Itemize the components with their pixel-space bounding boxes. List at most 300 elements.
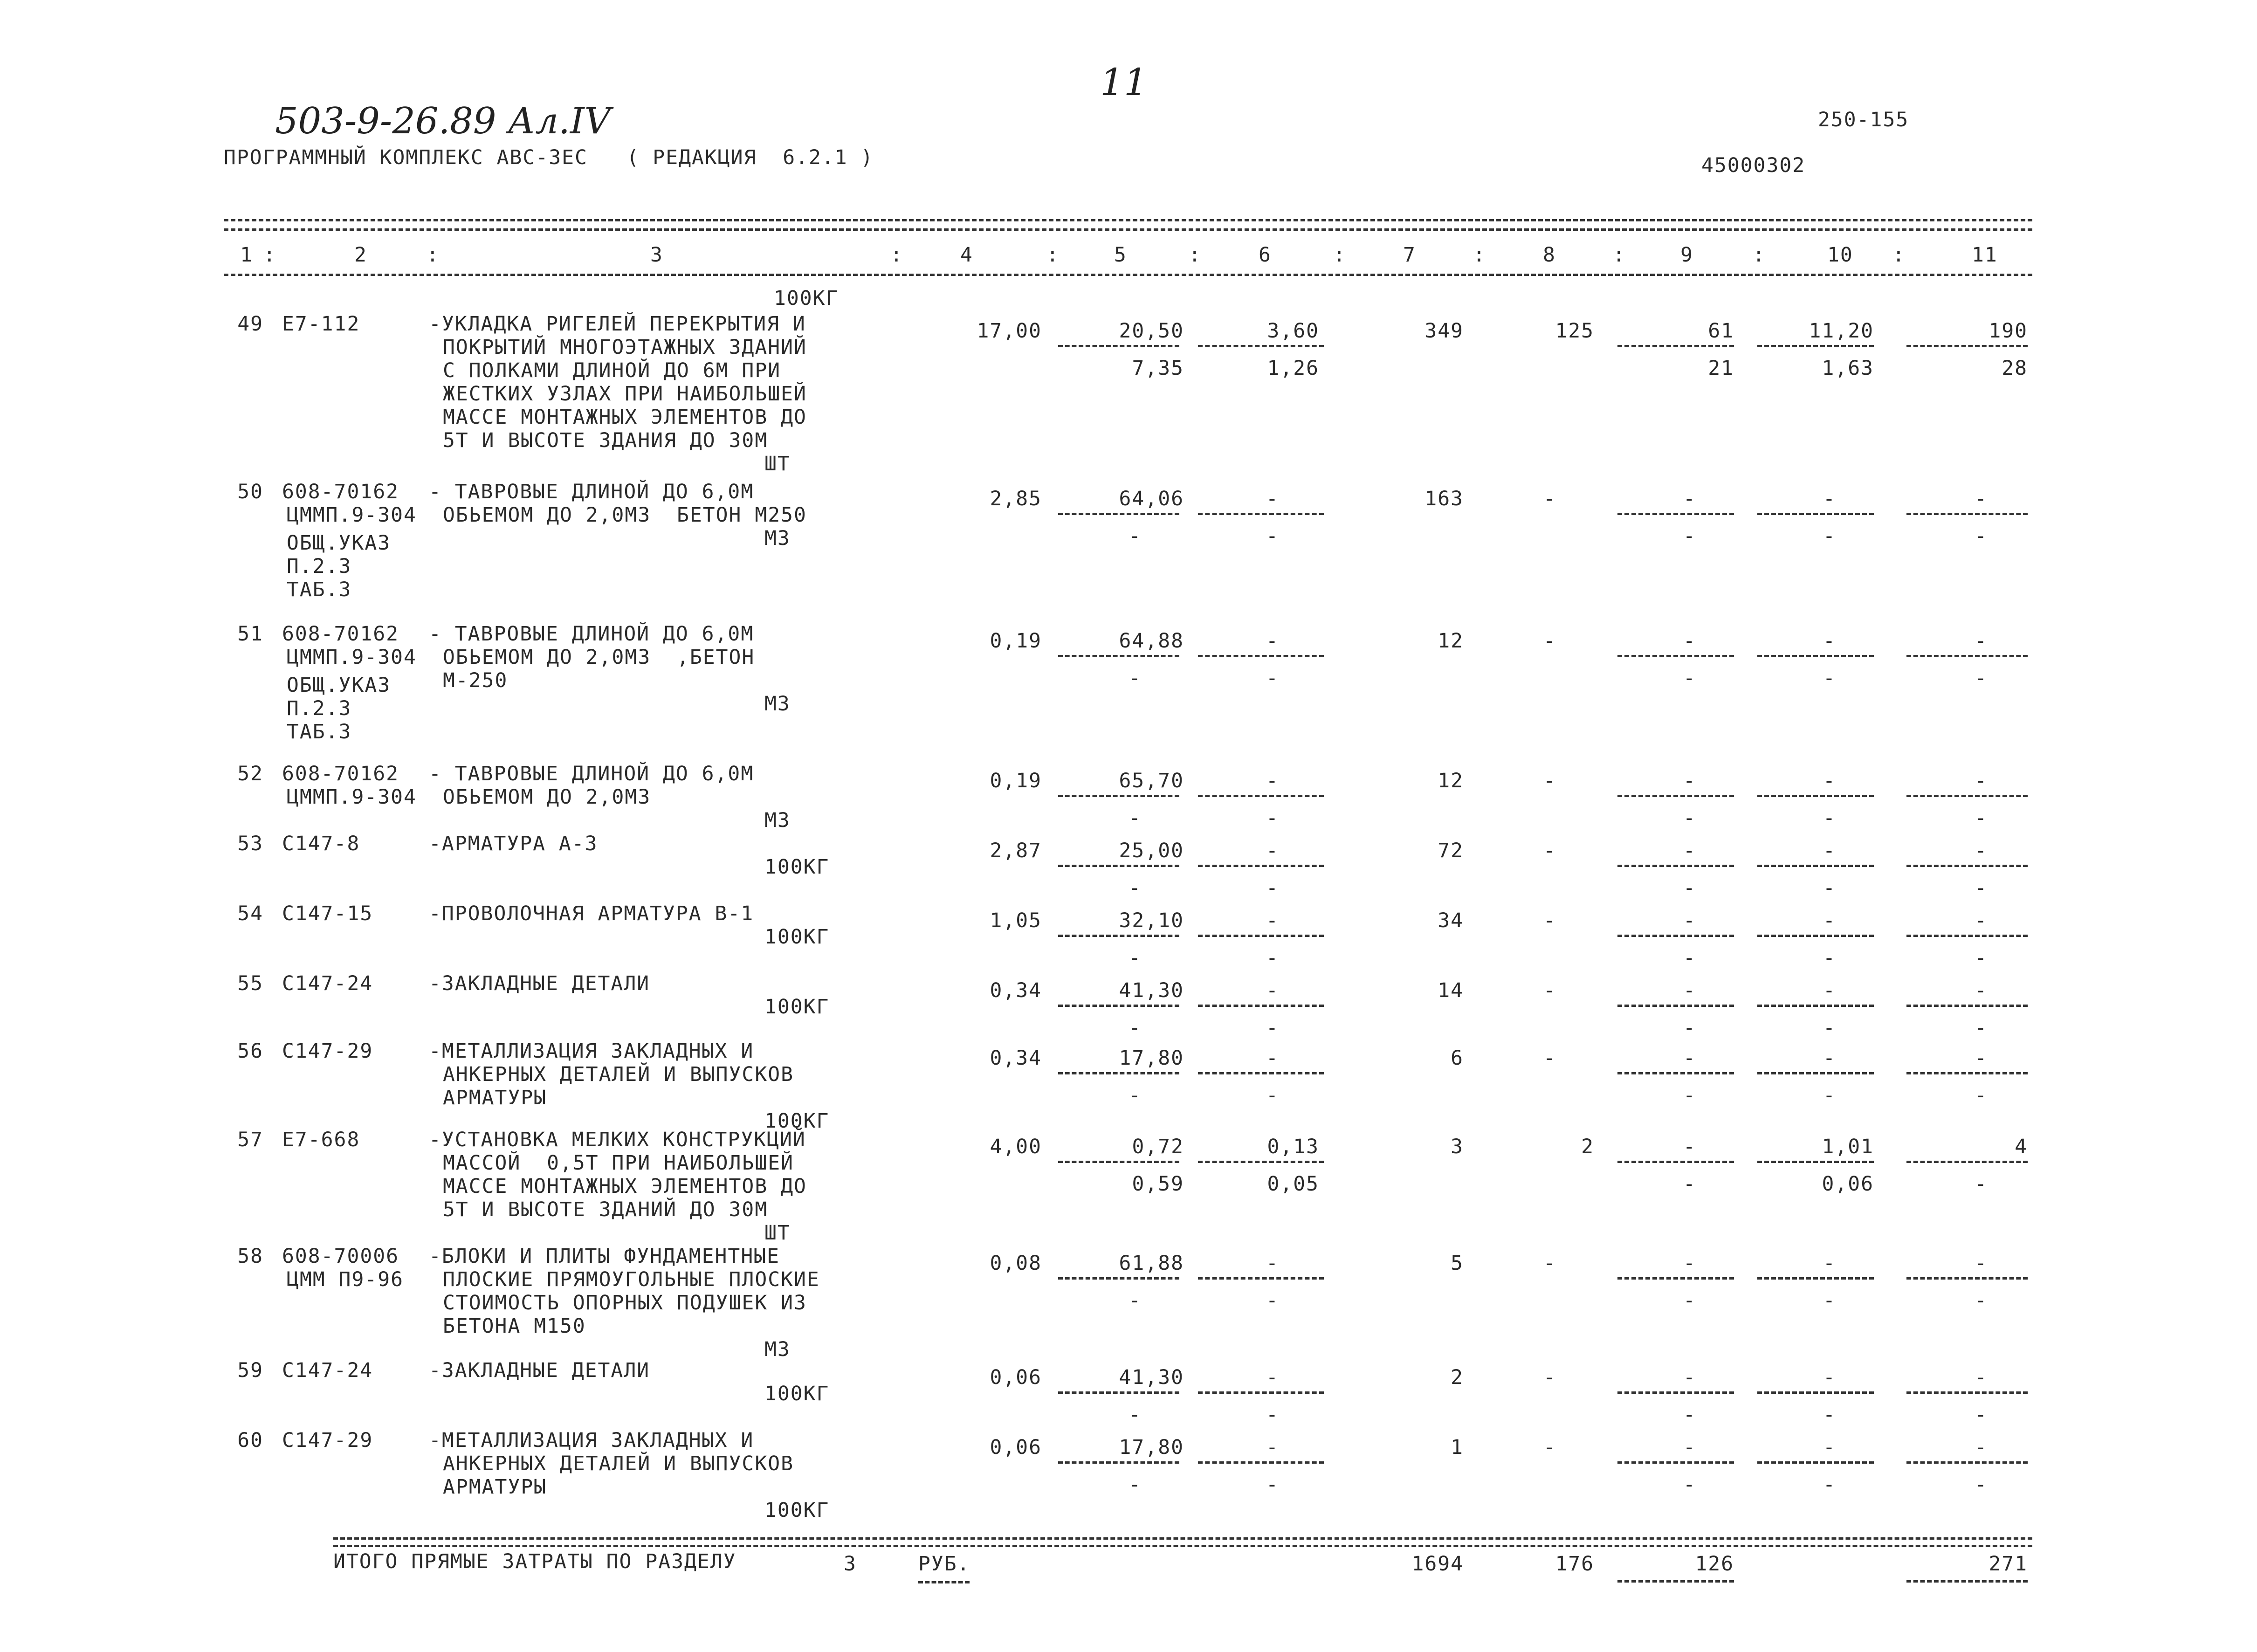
cell-c4: 2,87 — [990, 839, 1042, 862]
cell-c10: - — [1823, 1046, 1836, 1070]
cell-c10: 1,01 — [1822, 1135, 1874, 1158]
document-number: 45000302 — [1701, 154, 1806, 177]
cell-c10b: - — [1823, 1403, 1836, 1426]
column-header-10: 10 — [1827, 243, 1853, 267]
cell-c9: - — [1683, 1252, 1696, 1275]
cell-underline — [1058, 655, 1179, 657]
row-unit: 100КГ — [764, 1499, 830, 1522]
cell-c6b: - — [1266, 876, 1279, 900]
cell-c11: - — [1975, 1366, 1988, 1389]
row-unit: 100КГ — [764, 855, 830, 879]
row-description: -БЛОКИ И ПЛИТЫ ФУНДАМЕНТНЫЕ — [429, 1245, 780, 1268]
row-code: 608-70006 — [282, 1245, 399, 1268]
row-description: -ЗАКЛАДНЫЕ ДЕТАЛИ — [429, 972, 650, 995]
row-description: ОБЬЕМОМ ДО 2,0М3 ,БЕТОН — [443, 646, 755, 669]
cell-underline — [1757, 513, 1874, 515]
cell-c11b: - — [1975, 667, 1988, 690]
cell-c10: - — [1823, 1436, 1836, 1459]
cell-c8: - — [1543, 1436, 1556, 1459]
cell-c9b: - — [1683, 1084, 1696, 1107]
row-unit: ШТ — [764, 1221, 791, 1245]
row-description: М-250 — [443, 669, 508, 692]
cell-c8: - — [1543, 839, 1556, 862]
cell-c7: 12 — [1438, 629, 1464, 653]
cell-c9: - — [1683, 1366, 1696, 1389]
cell-underline — [1617, 1072, 1734, 1074]
cell-c5: 64,88 — [1119, 629, 1184, 653]
cell-underline — [1198, 1072, 1324, 1074]
cell-c8: - — [1543, 979, 1556, 1002]
cell-c9b: 21 — [1708, 357, 1734, 380]
row-description: АНКЕРНЫХ ДЕТАЛЕЙ И ВЫПУСКОВ — [443, 1452, 794, 1475]
cell-c6: - — [1266, 1252, 1279, 1275]
total-col11: 271 — [1989, 1552, 2028, 1576]
row-description: С ПОЛКАМИ ДЛИНОЙ ДО 6М ПРИ — [443, 359, 781, 382]
cell-c11: - — [1975, 839, 1988, 862]
cell-c10: - — [1823, 769, 1836, 792]
cell-c11b: - — [1975, 1016, 1988, 1039]
cell-c5: 41,30 — [1119, 1366, 1184, 1389]
cell-c10b: - — [1823, 1473, 1836, 1496]
cell-c5b: - — [1128, 1403, 1142, 1426]
cell-underline — [1198, 1391, 1324, 1394]
cell-underline — [1617, 935, 1734, 937]
cell-c9b: - — [1683, 1473, 1696, 1496]
column-separator: : — [1473, 243, 1486, 267]
column-header-4: 4 — [960, 243, 973, 267]
cell-c7: 3 — [1451, 1135, 1464, 1158]
cell-underline — [1906, 865, 2028, 867]
cell-underline — [1058, 935, 1179, 937]
cell-underline — [1617, 1461, 1734, 1464]
cell-c10: 11,20 — [1809, 319, 1874, 343]
row-description: -ПРОВОЛОЧНАЯ АРМАТУРА В-1 — [429, 902, 754, 925]
cell-underline — [1058, 1277, 1179, 1280]
cell-c6: - — [1266, 1366, 1279, 1389]
cell-c5b: - — [1128, 946, 1142, 970]
cell-underline — [1757, 655, 1874, 657]
cell-c9b: - — [1683, 806, 1696, 830]
cell-underline — [1757, 1461, 1874, 1464]
cell-c11b: - — [1975, 1084, 1988, 1107]
cell-c10: - — [1823, 629, 1836, 653]
cell-c8: - — [1543, 909, 1556, 932]
cell-c4: 0,19 — [990, 629, 1042, 653]
total-rule-2 — [333, 1545, 2032, 1547]
column-header-7: 7 — [1403, 243, 1416, 267]
cell-c9: - — [1683, 1135, 1696, 1158]
cell-underline — [1906, 935, 2028, 937]
row-note: П.2.3 — [287, 555, 352, 578]
cell-underline — [1617, 1391, 1734, 1394]
column-separator: : — [890, 243, 903, 267]
cell-underline — [1058, 1461, 1179, 1464]
page-number: 11 — [1100, 61, 1148, 104]
cell-c11b: - — [1975, 1473, 1988, 1496]
cell-c10: - — [1823, 839, 1836, 862]
total-currency-underline — [918, 1581, 970, 1583]
column-separator: : — [1753, 243, 1766, 267]
cell-underline — [1198, 1277, 1324, 1280]
column-separator: : — [1189, 243, 1202, 267]
column-separator: : — [263, 243, 276, 267]
cell-c9: - — [1683, 1436, 1696, 1459]
cell-c4: 2,85 — [990, 487, 1042, 510]
cell-underline — [1757, 795, 1874, 797]
cell-c10b: - — [1823, 524, 1836, 548]
row-description: АРМАТУРЫ — [443, 1475, 547, 1499]
cell-c10: - — [1823, 1366, 1836, 1389]
cell-c4: 0,08 — [990, 1252, 1042, 1275]
cell-c11b: 28 — [2002, 357, 2028, 380]
cell-c9: - — [1683, 1046, 1696, 1070]
cell-c5b: - — [1128, 1084, 1142, 1107]
row-unit: 100КГ — [764, 995, 830, 1019]
cell-c5b: - — [1128, 1016, 1142, 1039]
row-description: МАССЕ МОНТАЖНЫХ ЭЛЕМЕНТОВ ДО — [443, 406, 807, 429]
cell-c10: - — [1823, 487, 1836, 510]
cell-c8: 125 — [1555, 319, 1594, 343]
cell-c4: 0,34 — [990, 979, 1042, 1002]
column-separator: : — [1046, 243, 1060, 267]
row-description: -УСТАНОВКА МЕЛКИХ КОНСТРУКЦИЙ — [429, 1128, 806, 1151]
cell-underline — [1757, 1161, 1874, 1163]
cell-c5: 32,10 — [1119, 909, 1184, 932]
row-note: ТАБ.3 — [287, 720, 352, 743]
cell-underline — [1058, 513, 1179, 515]
cell-c6: 0,13 — [1267, 1135, 1319, 1158]
cell-c9b: - — [1683, 876, 1696, 900]
cell-c4: 17,00 — [977, 319, 1042, 343]
column-header-5: 5 — [1114, 243, 1127, 267]
cell-underline — [1058, 865, 1179, 867]
cell-c8: - — [1543, 629, 1556, 653]
column-header-2: 2 — [354, 243, 367, 267]
cell-c11b: - — [1975, 946, 1988, 970]
row-number: 52 — [237, 762, 263, 785]
cell-c5: 64,06 — [1119, 487, 1184, 510]
cell-c11b: - — [1975, 524, 1988, 548]
cell-c5: 61,88 — [1119, 1252, 1184, 1275]
column-header-3: 3 — [650, 243, 663, 267]
cell-c7: 14 — [1438, 979, 1464, 1002]
cell-c8: - — [1543, 487, 1556, 510]
cell-c8: - — [1543, 1252, 1556, 1275]
cell-underline — [1757, 1391, 1874, 1394]
cell-c11: - — [1975, 979, 1988, 1002]
total-col7: 1694 — [1411, 1552, 1464, 1576]
total-currency: РУБ. — [918, 1552, 970, 1576]
cell-c11: - — [1975, 769, 1988, 792]
total-col9: 126 — [1695, 1552, 1734, 1576]
cell-c6b: - — [1266, 1403, 1279, 1426]
cell-c6: - — [1266, 1436, 1279, 1459]
program-title: ПРОГРАММНЫЙ КОМПЛЕКС АВС-3ЕС ( РЕДАКЦИЯ 6.2.1 ) — [224, 146, 874, 169]
cell-c11b: - — [1975, 806, 1988, 830]
row-number: 58 — [237, 1245, 263, 1268]
cell-c7: 349 — [1424, 319, 1464, 343]
cell-c5b: 0,59 — [1132, 1172, 1184, 1196]
cell-c9b: - — [1683, 524, 1696, 548]
row-number: 60 — [237, 1429, 263, 1452]
row-unit: 100КГ — [764, 1382, 830, 1405]
cell-underline — [1198, 1461, 1324, 1464]
cell-underline — [1757, 1005, 1874, 1007]
cell-underline — [1058, 345, 1179, 347]
cell-c6b: - — [1266, 524, 1279, 548]
cell-c11: - — [1975, 1252, 1988, 1275]
cell-c10b: 0,06 — [1822, 1172, 1874, 1196]
cell-c6: - — [1266, 629, 1279, 653]
row-code: Е7-668 — [282, 1128, 360, 1151]
cell-c6b: - — [1266, 1084, 1279, 1107]
cell-c11b: - — [1975, 1172, 1988, 1196]
cell-underline — [1906, 1005, 2028, 1007]
cell-c10b: - — [1823, 806, 1836, 830]
column-header-6: 6 — [1259, 243, 1272, 267]
cell-underline — [1906, 345, 2028, 347]
row-code: С147-8 — [282, 832, 360, 855]
cell-c10b: - — [1823, 1084, 1836, 1107]
cell-c9: - — [1683, 487, 1696, 510]
row-description: ОБЬЕМОМ ДО 2,0М3 БЕТОН М250 — [443, 503, 807, 527]
column-header-9: 9 — [1680, 243, 1693, 267]
cell-c5b: - — [1128, 667, 1142, 690]
row-description: -УКЛАДКА РИГЕЛЕЙ ПЕРЕКРЫТИЯ И — [429, 312, 806, 336]
row-code: ЦММ П9-96 — [287, 1268, 404, 1291]
cell-c6: 3,60 — [1267, 319, 1319, 343]
row-note: ТАБ.3 — [287, 578, 352, 601]
cell-c7: 1 — [1451, 1436, 1464, 1459]
row-number: 56 — [237, 1039, 263, 1063]
row-description: -ЗАКЛАДНЫЕ ДЕТАЛИ — [429, 1359, 650, 1382]
cell-underline — [1906, 1072, 2028, 1074]
cell-c6: - — [1266, 909, 1279, 932]
cell-c11b: - — [1975, 876, 1988, 900]
row-description: -МЕТАЛЛИЗАЦИЯ ЗАКЛАДНЫХ И — [429, 1429, 754, 1452]
cell-underline — [1198, 655, 1324, 657]
cell-underline — [1198, 1005, 1324, 1007]
cell-c4: 0,06 — [990, 1366, 1042, 1389]
cell-underline — [1198, 513, 1324, 515]
cell-c5: 65,70 — [1119, 769, 1184, 792]
cell-underline — [1198, 935, 1324, 937]
cell-c6b: - — [1266, 1473, 1279, 1496]
column-header-1: 1 — [240, 243, 253, 267]
cell-c11: - — [1975, 1046, 1988, 1070]
cell-c10: - — [1823, 909, 1836, 932]
row-number: 49 — [237, 312, 263, 336]
cell-underline — [1617, 865, 1734, 867]
cell-c5b: - — [1128, 524, 1142, 548]
cell-underline — [1757, 1277, 1874, 1280]
cell-underline — [1906, 1391, 2028, 1394]
row-code: 608-70162 — [282, 762, 399, 785]
cell-c4: 1,05 — [990, 909, 1042, 932]
cell-c4: 0,19 — [990, 769, 1042, 792]
cell-c8: - — [1543, 769, 1556, 792]
cell-c7: 12 — [1438, 769, 1464, 792]
cell-c10: - — [1823, 1252, 1836, 1275]
row-code: С147-24 — [282, 972, 373, 995]
row-unit: М3 — [764, 1338, 791, 1361]
cell-c7: 163 — [1424, 487, 1464, 510]
cell-c10b: - — [1823, 876, 1836, 900]
column-separator: : — [1892, 243, 1906, 267]
cell-c7: 72 — [1438, 839, 1464, 862]
cell-underline — [1617, 513, 1734, 515]
cell-c10b: - — [1823, 946, 1836, 970]
cell-underline — [1757, 345, 1874, 347]
cell-c5b: 7,35 — [1132, 357, 1184, 380]
cell-c7: 5 — [1451, 1252, 1464, 1275]
cell-underline — [1058, 1005, 1179, 1007]
row-note: ОБЩ.УКАЗ — [287, 674, 391, 697]
cell-c11: - — [1975, 487, 1988, 510]
cell-underline — [1757, 865, 1874, 867]
cell-c9b: - — [1683, 1289, 1696, 1312]
cell-c6: - — [1266, 487, 1279, 510]
column-separator: : — [1333, 243, 1346, 267]
cell-c5b: - — [1128, 1289, 1142, 1312]
row-description: 5Т И ВЫСОТЕ ЗДАНИЙ ДО 30М — [443, 1198, 768, 1221]
row-description: 5Т И ВЫСОТЕ ЗДАНИЯ ДО 30М — [443, 429, 768, 452]
column-separator: : — [427, 243, 440, 267]
row-code: ЦММП.9-304 — [287, 646, 417, 669]
cell-c9: - — [1683, 979, 1696, 1002]
cell-c5b: - — [1128, 876, 1142, 900]
row-code: 608-70162 — [282, 622, 399, 646]
cell-c9b: - — [1683, 667, 1696, 690]
row-description: -МЕТАЛЛИЗАЦИЯ ЗАКЛАДНЫХ И — [429, 1039, 754, 1063]
row-code: С147-29 — [282, 1429, 373, 1452]
cell-c7: 6 — [1451, 1046, 1464, 1070]
cell-c10b: - — [1823, 667, 1836, 690]
cell-c6b: - — [1266, 806, 1279, 830]
row-description: СТОИМОСТЬ ОПОРНЫХ ПОДУШЕК ИЗ — [443, 1291, 807, 1315]
row-description: АНКЕРНЫХ ДЕТАЛЕЙ И ВЫПУСКОВ — [443, 1063, 794, 1086]
row-description: - ТАВРОВЫЕ ДЛИНОЙ ДО 6,0М — [429, 762, 754, 785]
row-description: ПЛОСКИЕ ПРЯМОУГОЛЬНЫЕ ПЛОСКИЕ — [443, 1268, 820, 1291]
row-code: ЦММП.9-304 — [287, 503, 417, 527]
cell-underline — [1617, 1161, 1734, 1163]
cell-c4: 0,06 — [990, 1436, 1042, 1459]
cell-c9b: - — [1683, 946, 1696, 970]
cell-underline — [1906, 655, 2028, 657]
row-description: - ТАВРОВЫЕ ДЛИНОЙ ДО 6,0М — [429, 622, 754, 646]
cell-c7: 2 — [1451, 1366, 1464, 1389]
cell-c11b: - — [1975, 1289, 1988, 1312]
cell-c9: - — [1683, 769, 1696, 792]
cell-c8: - — [1543, 1366, 1556, 1389]
cell-c10b: 1,63 — [1822, 357, 1874, 380]
row-code: С147-15 — [282, 902, 373, 925]
cell-underline — [1617, 1005, 1734, 1007]
cell-c5: 20,50 — [1119, 319, 1184, 343]
cell-c6b: - — [1266, 946, 1279, 970]
unit-label: 100КГ — [774, 287, 839, 310]
row-unit: 100КГ — [764, 925, 830, 949]
cell-underline — [1757, 1072, 1874, 1074]
cell-c6b: - — [1266, 1016, 1279, 1039]
total-col8: 176 — [1555, 1552, 1594, 1576]
row-number: 50 — [237, 480, 263, 503]
cell-c8: - — [1543, 1046, 1556, 1070]
cell-underline — [1058, 1072, 1179, 1074]
row-code: С147-24 — [282, 1359, 373, 1382]
row-description: БЕТОНА М150 — [443, 1315, 586, 1338]
row-number: 55 — [237, 972, 263, 995]
column-separator: : — [1613, 243, 1626, 267]
cell-underline — [1906, 513, 2028, 515]
row-number: 57 — [237, 1128, 263, 1151]
cell-underline — [1906, 795, 2028, 797]
cell-c11: - — [1975, 1436, 1988, 1459]
cell-c9: - — [1683, 909, 1696, 932]
cell-underline — [1058, 1161, 1179, 1163]
table-top-rule-2 — [224, 228, 2032, 231]
row-number: 53 — [237, 832, 263, 855]
cell-underline — [1058, 1391, 1179, 1394]
row-description: ЖЕСТКИХ УЗЛАХ ПРИ НАИБОЛЬШЕЙ — [443, 382, 807, 406]
cell-c6: - — [1266, 769, 1279, 792]
row-code: Е7-112 — [282, 312, 360, 336]
cell-c7: 34 — [1438, 909, 1464, 932]
row-unit: М3 — [764, 527, 791, 550]
cell-c5: 17,80 — [1119, 1046, 1184, 1070]
cell-c6b: - — [1266, 667, 1279, 690]
cell-c11: - — [1975, 909, 1988, 932]
cell-underline — [1198, 865, 1324, 867]
cell-c11b: - — [1975, 1403, 1988, 1426]
row-code: С147-29 — [282, 1039, 373, 1063]
column-header-8: 8 — [1543, 243, 1556, 267]
cell-c6b: 0,05 — [1267, 1172, 1319, 1196]
row-description: ПОКРЫТИЙ МНОГОЭТАЖНЫХ ЗДАНИЙ — [443, 336, 807, 359]
cell-c5: 41,30 — [1119, 979, 1184, 1002]
cell-c9b: - — [1683, 1403, 1696, 1426]
row-unit: ШТ — [764, 452, 791, 475]
cell-c9: - — [1683, 839, 1696, 862]
cell-c5: 0,72 — [1132, 1135, 1184, 1158]
total-section: 3 — [844, 1552, 857, 1576]
row-unit: 100КГ — [764, 1109, 830, 1133]
cell-c5: 17,80 — [1119, 1436, 1184, 1459]
row-description: МАССОЙ 0,5Т ПРИ НАИБОЛЬШЕЙ — [443, 1151, 794, 1175]
row-description: - ТАВРОВЫЕ ДЛИНОЙ ДО 6,0М — [429, 480, 754, 503]
total-col11-underline — [1906, 1580, 2028, 1583]
cell-c6: - — [1266, 1046, 1279, 1070]
row-description: -АРМАТУРА А-3 — [429, 832, 598, 855]
cell-c5b: - — [1128, 1473, 1142, 1496]
cell-c6: - — [1266, 979, 1279, 1002]
cell-underline — [1198, 1161, 1324, 1163]
cell-c4: 4,00 — [990, 1135, 1042, 1158]
cell-c10b: - — [1823, 1016, 1836, 1039]
cell-underline — [1198, 345, 1324, 347]
cell-c10b: - — [1823, 1289, 1836, 1312]
cell-c11: 190 — [1989, 319, 2028, 343]
row-unit: М3 — [764, 809, 791, 832]
table-header-rule — [224, 274, 2032, 276]
cell-c5: 25,00 — [1119, 839, 1184, 862]
cell-underline — [1906, 1161, 2028, 1163]
cell-c9: - — [1683, 629, 1696, 653]
cell-underline — [1617, 655, 1734, 657]
row-note: П.2.3 — [287, 697, 352, 720]
cell-underline — [1198, 795, 1324, 797]
cell-c6b: - — [1266, 1289, 1279, 1312]
